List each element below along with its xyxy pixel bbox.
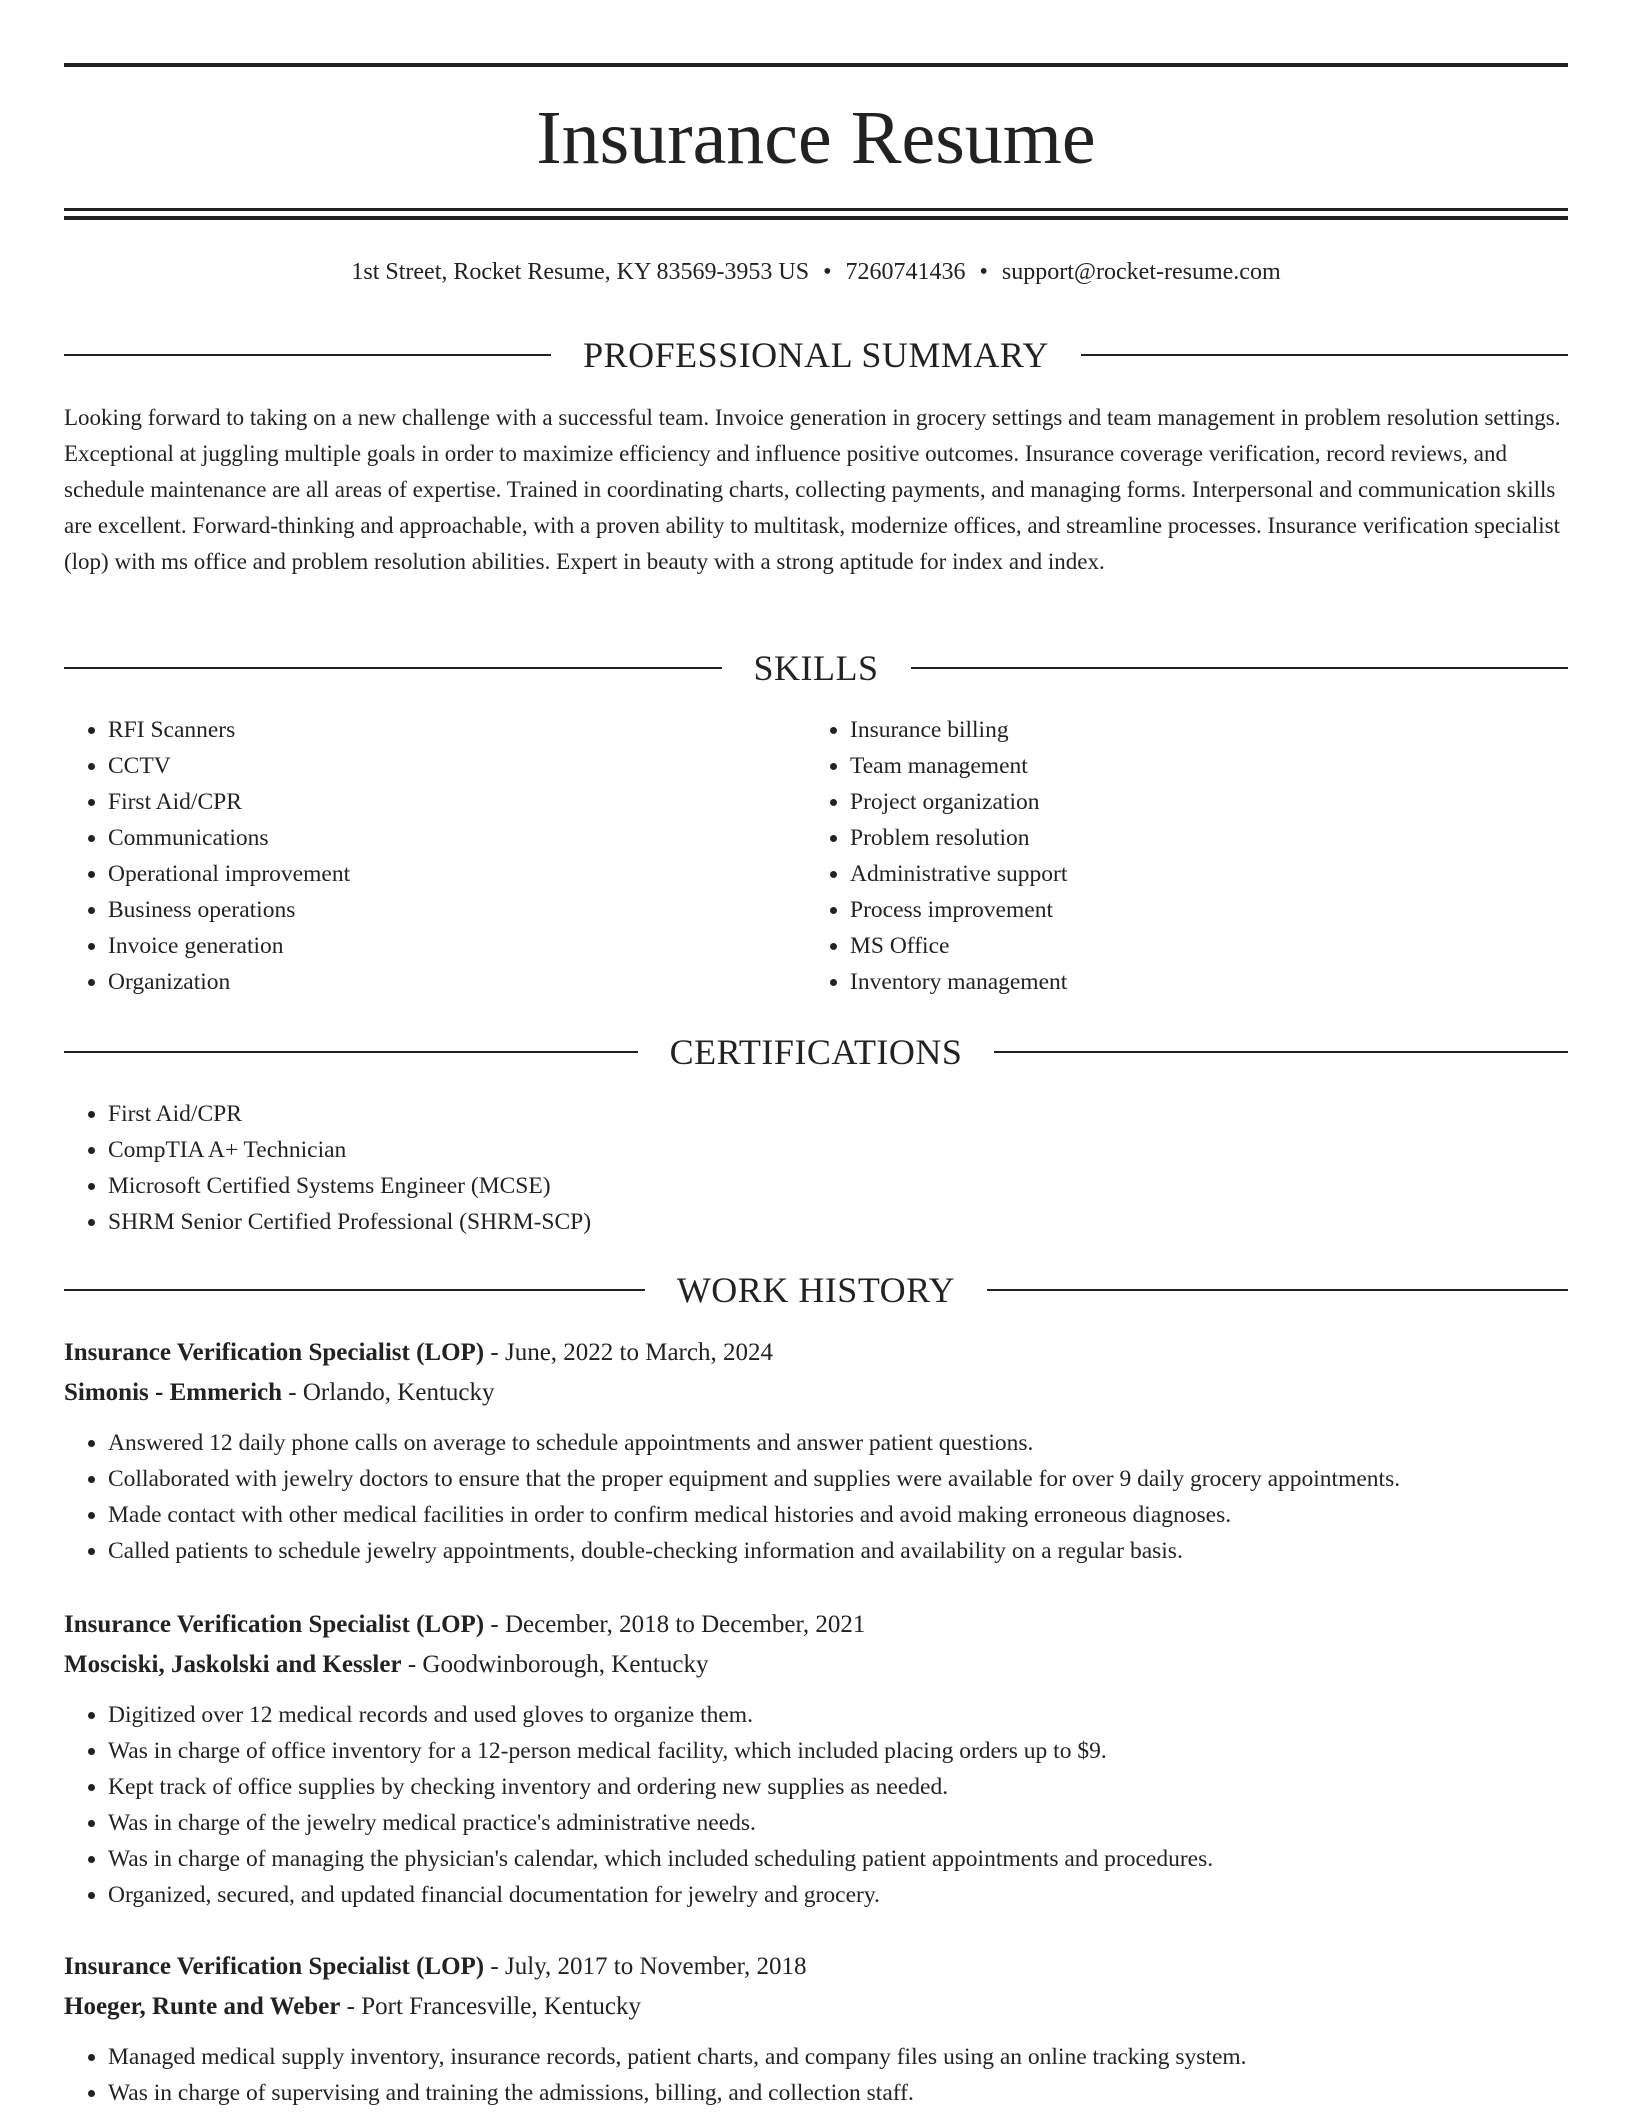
job-bullet: • Called patients to schedule jewelry appointments, double-checking information and availability on a regular basis. — [108, 1533, 1568, 1569]
job-location: - Orlando, Kentucky — [282, 1379, 495, 1406]
skill-item: • Team management — [850, 748, 1506, 784]
skill-item: • MS Office — [850, 928, 1506, 964]
section-heading-summary — [64, 333, 1568, 377]
skill-item: • First Aid/CPR — [108, 784, 764, 820]
job-location: - Port Francesville, Kentucky — [340, 1993, 642, 2020]
heading-rule — [1081, 354, 1568, 356]
job-company: Simonis - Emmerich — [64, 1379, 283, 1406]
skill-item: • Administrative support — [850, 856, 1506, 892]
section-title: SKILLS — [753, 648, 879, 688]
resume-title: Insurance Resume — [536, 96, 1096, 180]
section-title: WORK HISTORY — [676, 1270, 956, 1310]
job-bullet: • Organized, secured, and updated financial documentation for jewelry and grocery. — [108, 1877, 1568, 1913]
job-bullet: • Was in charge of office inventory for a 12-person medical facility, which included placing orders up to $9. — [108, 1733, 1568, 1769]
skill-item: • Organization — [108, 964, 764, 1000]
job-dates: - July, 2017 to November, 2018 — [484, 1953, 807, 1980]
job-bullet: • Was in charge of supervising and training the admissions, billing, and collection staff. — [108, 2075, 1568, 2111]
contact-separator: • — [979, 259, 988, 285]
skill-item: • Problem resolution — [850, 820, 1506, 856]
job-entry — [64, 1605, 1568, 1913]
job-role-line — [64, 1333, 1568, 1373]
skill-item: • Operational improvement — [108, 856, 764, 892]
heading-rule — [64, 667, 722, 669]
job-bullet: • Managed medical supply inventory, insurance records, patient charts, and company files using an online tracking system. — [108, 2039, 1568, 2075]
summary-text: Looking forward to taking on a new challenge with a successful team. Invoice generation in grocery settings and team management in problem resolution settings. Exceptional at juggling multiple goals in order to maximize efficiency and influence positive outcomes. Insurance coverage verification, record reviews, and schedule maintenance are all areas of expertise. Trained in coordinating charts, collecting payments, and managing forms. Interpersonal and communication skills are excellent. Forward-thinking and approachable, with a proven ability to multitask, modernize offices, and streamline processes. Insurance verification specialist (lop) with ms office and problem resolution abilities. Expert in beauty with a strong aptitude for index and index. — [64, 405, 1561, 574]
heading-rule — [64, 354, 551, 356]
job-company-line — [64, 1987, 1568, 2027]
heading-rule — [64, 1051, 638, 1053]
job-company-line — [64, 1373, 1568, 1413]
top-rule — [64, 63, 1568, 67]
job-dates: - June, 2022 to March, 2024 — [484, 1339, 773, 1366]
title-rule-lower — [64, 216, 1568, 220]
contact-separator: • — [823, 259, 832, 285]
skill-item: • Inventory management — [850, 964, 1506, 1000]
job-bullet: • Kept track of office supplies by checking inventory and ordering new supplies as needed. — [108, 1769, 1568, 1805]
job-bullet: • Made contact with other medical facilities in order to confirm medical histories and avoid making erroneous diagnoses. — [108, 1497, 1568, 1533]
job-entry — [64, 1333, 1568, 1569]
certification-item: • SHRM Senior Certified Professional (SHRM-SCP) — [108, 1204, 1568, 1240]
certification-item: • First Aid/CPR — [108, 1096, 1568, 1132]
job-company-line — [64, 1645, 1568, 1685]
heading-rule — [64, 1289, 645, 1291]
job-bullet: • Collaborated with jewelry doctors to ensure that the proper equipment and supplies were available for over 9 daily grocery appointments. — [108, 1461, 1568, 1497]
job-role: Insurance Verification Specialist (LOP) — [64, 1339, 485, 1366]
certification-item: • Microsoft Certified Systems Engineer (MCSE) — [108, 1168, 1568, 1204]
title-rule-upper — [64, 208, 1568, 211]
job-bullet: • Digitized over 12 medical records and used gloves to organize them. — [108, 1697, 1568, 1733]
skills-column-right — [806, 712, 1506, 1000]
skill-item: • Communications — [108, 820, 764, 856]
job-bullet: • Answered 12 daily phone calls on average to schedule appointments and answer patient questions. — [108, 1425, 1568, 1461]
contact-line — [64, 254, 1568, 290]
job-role-line — [64, 1605, 1568, 1645]
section-title: PROFESSIONAL SUMMARY — [583, 335, 1049, 375]
skills-column-left — [64, 712, 764, 1000]
skill-item: • Insurance billing — [850, 712, 1506, 748]
contact-address: 1st Street, Rocket Resume, KY 83569-3953 US — [351, 259, 810, 285]
skill-item: • Invoice generation — [108, 928, 764, 964]
job-location: - Goodwinborough, Kentucky — [401, 1651, 709, 1678]
section-title: CERTIFICATIONS — [669, 1032, 963, 1072]
skill-item: • RFI Scanners — [108, 712, 764, 748]
section-heading-skills — [64, 646, 1568, 690]
job-entry — [64, 1947, 1568, 2111]
job-bullet: • Was in charge of managing the physician's calendar, which included scheduling patient appointments and procedures. — [108, 1841, 1568, 1877]
job-role: Insurance Verification Specialist (LOP) — [64, 1953, 485, 1980]
job-role-line — [64, 1947, 1568, 1987]
section-heading-certifications — [64, 1030, 1568, 1074]
skill-item: • Process improvement — [850, 892, 1506, 928]
job-bullet: • Was in charge of the jewelry medical practice's administrative needs. — [108, 1805, 1568, 1841]
heading-rule — [994, 1051, 1568, 1053]
skill-item: • CCTV — [108, 748, 764, 784]
job-company: Mosciski, Jaskolski and Kessler — [64, 1651, 402, 1678]
certification-item: • CompTIA A+ Technician — [108, 1132, 1568, 1168]
heading-rule — [911, 667, 1569, 669]
heading-rule — [987, 1289, 1568, 1291]
job-role: Insurance Verification Specialist (LOP) — [64, 1611, 485, 1638]
contact-email: support@rocket-resume.com — [1001, 259, 1281, 285]
skill-item: • Project organization — [850, 784, 1506, 820]
section-heading-work-history — [64, 1268, 1568, 1312]
skill-item: • Business operations — [108, 892, 764, 928]
job-company: Hoeger, Runte and Weber — [64, 1993, 341, 2020]
contact-phone: 7260741436 — [845, 259, 966, 285]
certifications-list — [64, 1096, 1568, 1240]
job-dates: - December, 2018 to December, 2021 — [484, 1611, 866, 1638]
